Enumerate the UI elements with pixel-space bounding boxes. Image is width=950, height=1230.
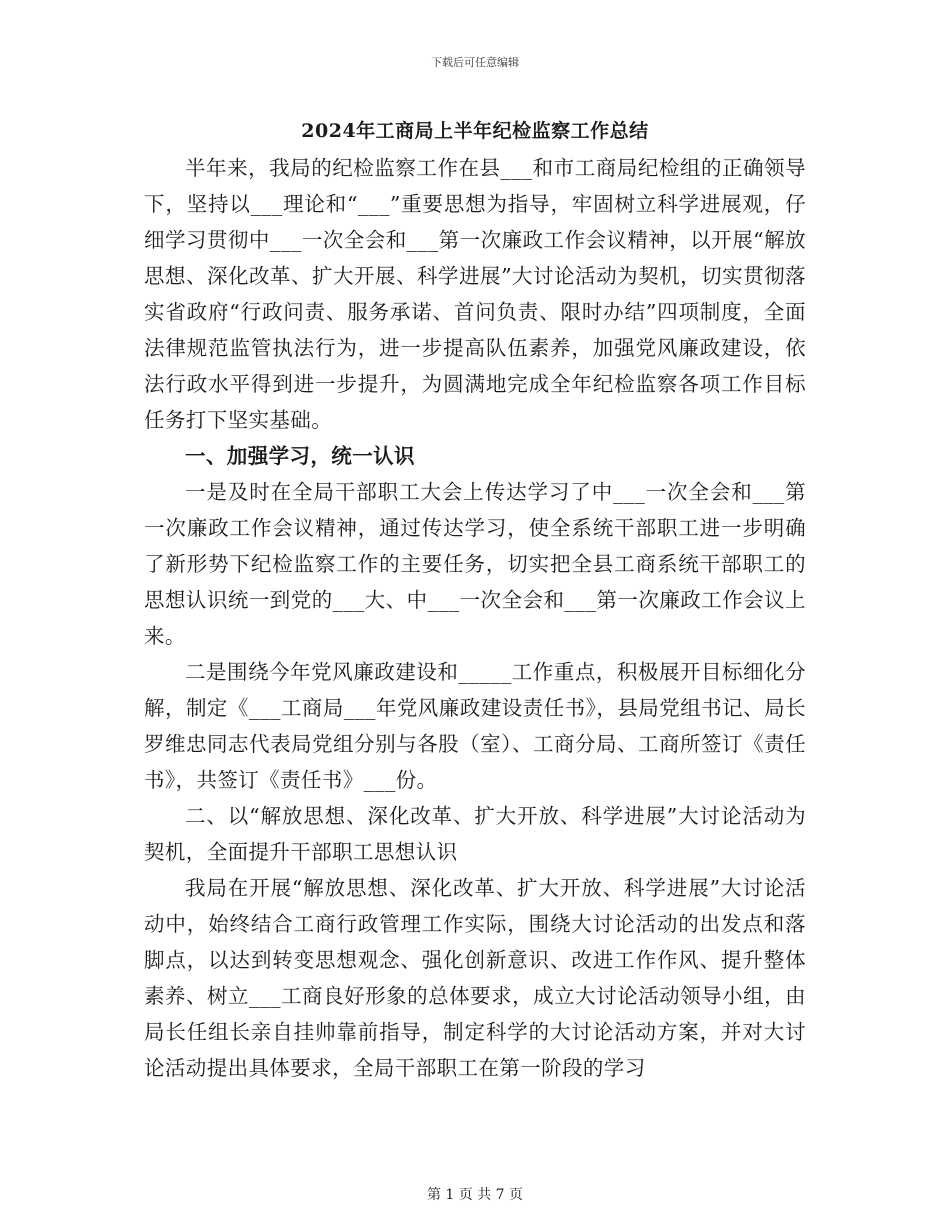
document-title: 2024年工商局上半年纪检监察工作总结 [301,120,649,142]
paragraph-intro: 半年来，我局的纪检监察工作在县___和市工商局纪检组的正确领导下，坚持以___理论和“___”重要思想为指导，牢固树立科学进展观，仔细学习贯彻中___一次全会和___第一次廉政工作会议精神，以开展“解放思想、深化改革、扩大开展、科学进展”大讨论活动为契机，切实贯彻落实省政府“行政问责、服务承诺、首问负责、限时办结”四项制度，全面法律规范监管执法行为，进一步提高队伍素养，加强党风廉政建设，依法行政水平得到进一步提升，为圆满地完成全年纪检监察各项工作目标任务打下坚实基础。 [144,156,806,432]
header-note: 下载后可任意编辑 [431,56,519,69]
section-heading-2: 二、以“解放思想、深化改革、扩大开放、科学进展”大讨论活动为契机，全面提升干部职工思想认识 [144,804,806,864]
paragraph-section-2: 我局在开展“解放思想、深化改革、扩大开放、科学进展”大讨论活动中，始终结合工商行政管理工作实际，围绕大讨论活动的出发点和落脚点，以达到转变思想观念、强化创新意识、改进工作作风、提升整体素养、树立___工商良好形象的总体要求，成立大讨论活动领导小组，由局长任组长亲自挂帅靠前指导，制定科学的大讨论活动方案，并对大讨论活动提出具体要求，全局干部职工在第一阶段的学习 [144,876,806,1080]
document-body [144,150,806,1086]
paragraph-item-1: 一是及时在全局干部职工大会上传达学习了中___一次全会和___第一次廉政工作会议精神，通过传达学习，使全系统干部职工进一步明确了新形势下纪检监察工作的主要任务，切实把全县工商系统干部职工的思想认识统一到党的___大、中___一次全会和___第一次廉政工作会议上来。 [144,480,806,648]
paragraph-item-2: 二是围绕今年党风廉政建设和_____工作重点，积极展开目标细化分解，制定《___工商局___年党风廉政建设责任书》，县局党组书记、局长罗维忠同志代表局党组分别与各股（室）、工商分局、工商所签订《责任书》，共签订《责任书》___份。 [144,660,806,792]
page-number: 第 1 页 共 7 页 [426,1187,524,1203]
section-heading-1: 一、加强学习，统一认识 [185,444,415,468]
